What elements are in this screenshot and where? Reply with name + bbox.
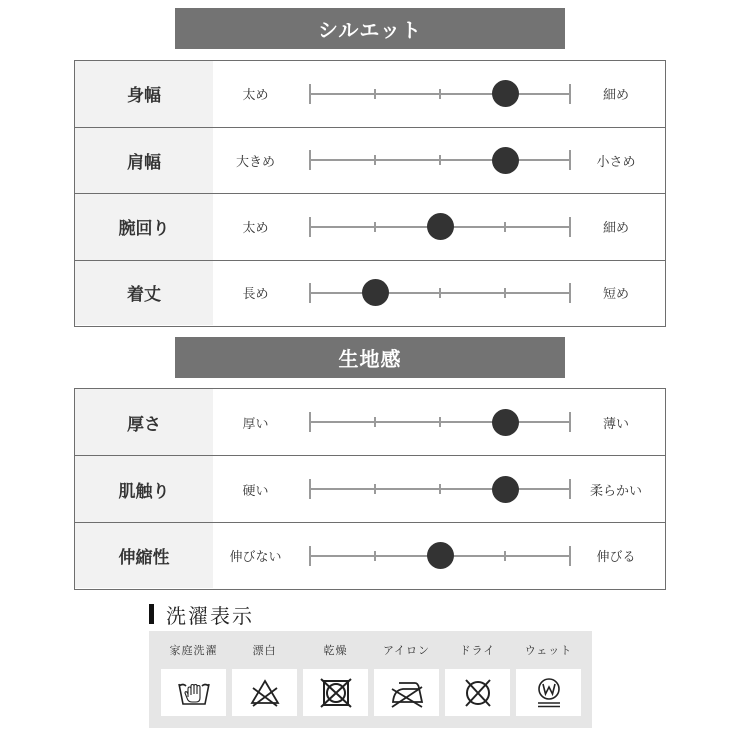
scale-tick <box>309 479 311 499</box>
wet-clean-icon <box>516 669 581 716</box>
rating-marker-icon <box>362 279 389 306</box>
rating-marker-icon <box>427 213 454 240</box>
spec-row-texture <box>75 456 665 523</box>
scale-tick <box>309 283 311 303</box>
spec-label: 身幅 <box>75 61 213 127</box>
spec-right-text: 細め <box>602 88 629 104</box>
spec-left-text: 長め <box>242 287 269 302</box>
silhouette-header <box>175 8 565 49</box>
spec-left-text: 太め <box>242 88 269 104</box>
scale-tick <box>504 288 506 298</box>
scale-tick <box>374 551 376 561</box>
scale-tick <box>309 150 311 170</box>
spec-row-shoulder-width <box>75 128 665 195</box>
fabric-header <box>175 337 565 378</box>
silhouette-title: シルエット <box>317 18 423 42</box>
spec-label: 厚さ <box>75 389 213 455</box>
scale-tick <box>309 546 311 566</box>
care-label: 漂白 <box>252 644 277 657</box>
silhouette-table <box>74 60 666 327</box>
spec-right-text: 柔らかい <box>589 483 642 499</box>
fabric-title: 生地感 <box>338 347 402 371</box>
care-title: 洗濯表示 <box>166 603 254 628</box>
care-item-home-wash <box>161 631 226 716</box>
rating-marker-icon <box>492 80 519 107</box>
scale-tick <box>309 217 311 237</box>
care-item-tumble-dry <box>303 631 368 716</box>
no-iron-icon <box>374 669 439 716</box>
rating-marker-icon <box>492 147 519 174</box>
scale-tick <box>374 417 376 427</box>
rating-marker-icon <box>492 409 519 436</box>
care-label: アイロン <box>382 644 430 657</box>
care-label: ドライ <box>459 644 496 657</box>
scale-tick <box>439 288 441 298</box>
spec-row-length <box>75 261 665 325</box>
care-label: ウェット <box>524 644 573 657</box>
scale-tick <box>439 484 441 494</box>
no-tumble-dry-icon <box>303 669 368 716</box>
spec-label: 腕回り <box>75 194 213 260</box>
spec-left-text: 大きめ <box>235 154 275 170</box>
care-item-wet-clean <box>516 631 581 716</box>
scale-tick <box>374 89 376 99</box>
scale-tick <box>439 417 441 427</box>
spec-right-text: 伸びる <box>596 550 636 565</box>
care-item-bleach <box>232 631 297 716</box>
spec-right-text: 短め <box>602 287 629 302</box>
spec-label: 肌触り <box>75 456 213 522</box>
scale-tick <box>374 222 376 232</box>
spec-label: 肩幅 <box>75 128 213 194</box>
care-heading <box>149 601 254 627</box>
rating-marker-icon <box>427 542 454 569</box>
spec-left-text: 伸びない <box>229 550 282 565</box>
care-item-dry-clean <box>445 631 510 716</box>
care-label: 家庭洗濯 <box>169 644 218 657</box>
scale-tick <box>309 412 311 432</box>
spec-left-text: 硬い <box>242 483 269 499</box>
scale-tick <box>309 84 311 104</box>
spec-right-text: 細め <box>602 221 629 237</box>
spec-row-stretch <box>75 523 665 588</box>
heading-bar-icon <box>149 604 154 624</box>
spec-label: 伸縮性 <box>75 523 213 588</box>
scale-tick <box>504 551 506 561</box>
spec-right-text: 薄い <box>602 416 629 432</box>
no-dry-clean-icon <box>445 669 510 716</box>
scale-tick <box>439 155 441 165</box>
fabric-table <box>74 388 666 590</box>
scale-tick <box>439 89 441 99</box>
spec-left-text: 厚い <box>242 416 269 432</box>
rating-marker-icon <box>492 476 519 503</box>
spec-right-text: 小さめ <box>596 154 636 170</box>
spec-row-thickness <box>75 389 665 456</box>
scale-tick <box>374 155 376 165</box>
hand-wash-icon <box>161 669 226 716</box>
care-symbols-panel <box>149 631 592 728</box>
no-bleach-icon <box>232 669 297 716</box>
spec-left-text: 太め <box>242 221 269 237</box>
care-label: 乾燥 <box>323 644 348 657</box>
care-item-iron <box>374 631 439 716</box>
scale-tick <box>504 222 506 232</box>
spec-row-body-width <box>75 61 665 128</box>
scale-tick <box>374 484 376 494</box>
spec-row-sleeve-width <box>75 194 665 261</box>
spec-label: 着丈 <box>75 261 213 325</box>
